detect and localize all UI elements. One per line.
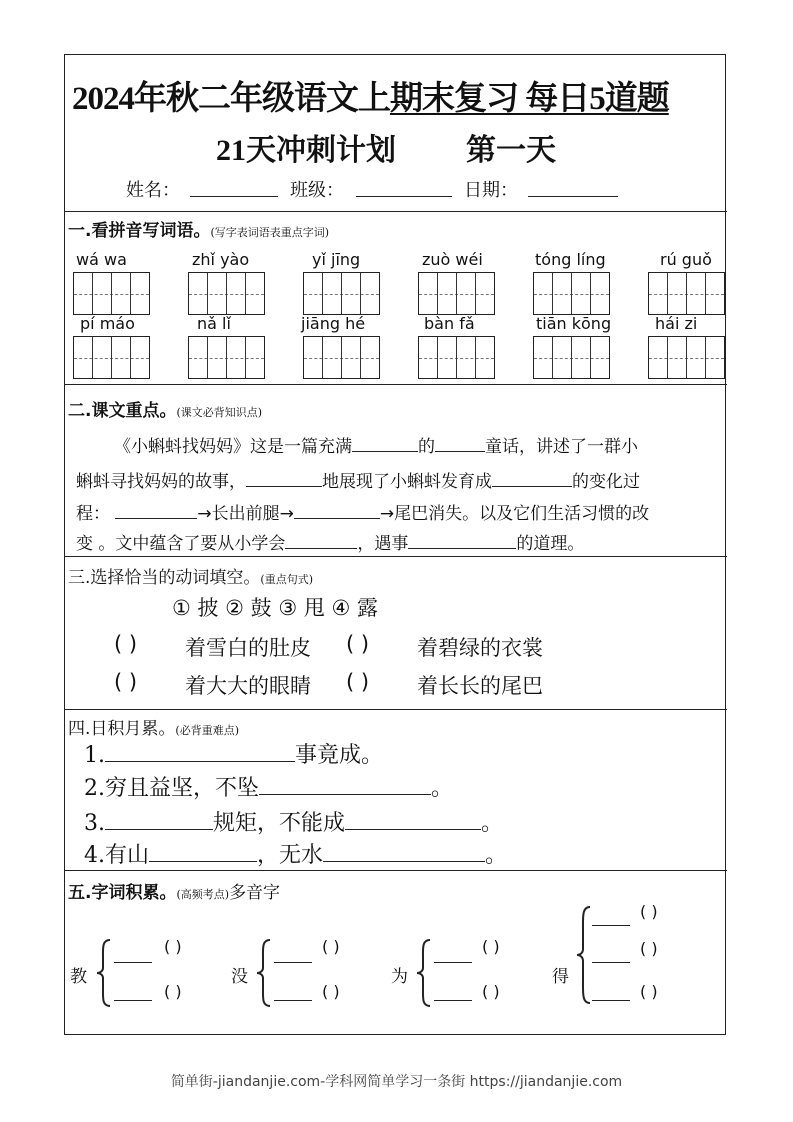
pinyin-paren[interactable]: ( ) — [164, 937, 182, 956]
section5-heading: 五.字词积累。(高频考点)多音字 — [68, 883, 281, 903]
pinyin-label: tóng líng — [535, 250, 606, 269]
class-field[interactable] — [356, 180, 452, 197]
pinyin-paren[interactable]: ( ) — [640, 902, 658, 921]
section1-heading: 一.看拼音写词语。(写字表词语表重点字词) — [68, 221, 330, 241]
answer-blank[interactable] — [592, 962, 630, 963]
writing-grid[interactable] — [303, 272, 380, 315]
polyphone-char: 教 — [70, 967, 87, 987]
fill-blank[interactable] — [285, 534, 357, 549]
answer-blank[interactable] — [114, 962, 152, 963]
brace-icon — [414, 938, 434, 1008]
writing-grid[interactable] — [303, 336, 380, 379]
proverb-line: 2.穷且益坚，不坠 。 — [84, 776, 454, 801]
fill-blank[interactable] — [323, 843, 485, 862]
pinyin-paren[interactable]: ( ) — [640, 982, 658, 1001]
verb-blank-paren[interactable]: ( ) — [346, 632, 370, 656]
fill-blank[interactable] — [345, 811, 481, 830]
proverb-line: 1. 事竟成。 — [84, 743, 384, 768]
pinyin-paren[interactable]: ( ) — [482, 937, 500, 956]
answer-blank[interactable] — [274, 1000, 312, 1001]
name-field[interactable] — [190, 180, 278, 197]
writing-grid[interactable] — [648, 336, 725, 379]
proverb-line: 4.有山 ，无水 。 — [84, 843, 508, 868]
section-divider — [64, 556, 727, 557]
pinyin-label: nǎ lǐ — [197, 314, 231, 333]
verb-blank-paren[interactable]: ( ) — [114, 670, 138, 694]
polyphone-char: 为 — [391, 967, 408, 987]
answer-blank[interactable] — [114, 1000, 152, 1001]
polyphone-char: 得 — [552, 967, 569, 987]
worksheet-subtitle: 21天冲刺计划 第一天 — [216, 134, 556, 167]
section-divider — [64, 384, 727, 385]
writing-grid[interactable] — [188, 336, 265, 379]
pinyin-label: zhǐ yào — [192, 250, 250, 269]
section3-heading: 三.选择恰当的动词填空。(重点句式) — [68, 568, 313, 588]
verb-options: ① 披 ② 鼓 ③ 甩 ④ 露 — [172, 596, 379, 620]
pinyin-label: wá wa — [76, 250, 127, 269]
paragraph-line: 程： →长出前腿→ →尾巴消失。以及它们生活习惯的改 — [76, 504, 650, 524]
pinyin-label: tiān kōng — [536, 314, 612, 333]
verb-phrase: 着长长的尾巴 — [417, 674, 543, 698]
answer-blank[interactable] — [592, 925, 630, 926]
pinyin-label: yǐ jīng — [312, 250, 361, 269]
answer-blank[interactable] — [274, 962, 312, 963]
answer-blank[interactable] — [592, 1000, 630, 1001]
brace-icon — [574, 905, 594, 1005]
paragraph-line: 变 。文中蕴含了要从小学会 ，遇事 的道理。 — [76, 534, 585, 554]
fill-blank[interactable] — [259, 776, 431, 795]
writing-grid[interactable] — [418, 336, 495, 379]
proverb-line: 3. 规矩，不能成 。 — [84, 811, 504, 836]
footer-watermark: 简单街-jiandanjie.com-学科网简单学习一条街 https://jiandanjie.com — [170, 1074, 623, 1090]
section-divider — [64, 211, 727, 212]
verb-phrase: 着雪白的肚皮 — [185, 636, 311, 660]
paragraph-line: 蝌蚪寻找妈妈的故事， 地展现了小蝌蚪发育成 的变化过 — [76, 472, 640, 492]
date-field[interactable] — [528, 180, 618, 197]
writing-grid[interactable] — [418, 272, 495, 315]
section2-heading: 二.课文重点。(课文必背知识点) — [68, 401, 263, 421]
section-divider — [64, 870, 727, 871]
pinyin-label: pí máo — [80, 314, 135, 333]
writing-grid[interactable] — [73, 272, 150, 315]
writing-grid[interactable] — [533, 272, 610, 315]
verb-blank-paren[interactable]: ( ) — [346, 670, 370, 694]
verb-blank-paren[interactable]: ( ) — [114, 632, 138, 656]
answer-blank[interactable] — [434, 962, 472, 963]
pinyin-paren[interactable]: ( ) — [164, 982, 182, 1001]
writing-grid[interactable] — [648, 272, 725, 315]
fill-blank[interactable] — [115, 504, 197, 519]
pinyin-label: hái zi — [655, 314, 698, 333]
pinyin-paren[interactable]: ( ) — [482, 982, 500, 1001]
writing-grid[interactable] — [73, 336, 150, 379]
verb-phrase: 着大大的眼睛 — [185, 674, 311, 698]
fill-blank[interactable] — [105, 811, 213, 830]
writing-grid[interactable] — [533, 336, 610, 379]
fill-blank[interactable] — [105, 743, 295, 762]
pinyin-label: jiāng hé — [301, 314, 366, 333]
section-divider — [64, 709, 727, 710]
name-label: 姓名： — [126, 180, 180, 201]
fill-blank[interactable] — [492, 472, 572, 487]
pinyin-paren[interactable]: ( ) — [640, 939, 658, 958]
answer-blank[interactable] — [434, 1000, 472, 1001]
paragraph-line: 《小蝌蚪找妈妈》这是一篇充满 的 童话，讲述了一群小 — [114, 437, 638, 457]
fill-blank[interactable] — [408, 534, 516, 549]
section4-heading: 四.日积月累。(必背重难点) — [68, 719, 239, 739]
fill-blank[interactable] — [149, 843, 257, 862]
pinyin-label: rú guǒ — [660, 250, 712, 269]
fill-blank[interactable] — [352, 437, 418, 452]
pinyin-label: zuò wéi — [422, 250, 483, 269]
polyphone-char: 没 — [231, 967, 248, 987]
fill-blank[interactable] — [294, 504, 380, 519]
fill-blank[interactable] — [435, 437, 485, 452]
brace-icon — [254, 938, 274, 1008]
fill-blank[interactable] — [246, 472, 322, 487]
pinyin-label: bàn fǎ — [424, 314, 475, 333]
brace-icon — [94, 938, 114, 1008]
day-label: 第一天 — [466, 134, 556, 167]
verb-phrase: 着碧绿的衣裳 — [417, 636, 543, 660]
worksheet-title: 2024年秋二年级语文上期末复习 每日5道题 — [72, 81, 669, 117]
date-label: 日期： — [464, 180, 518, 201]
writing-grid[interactable] — [188, 272, 265, 315]
class-label: 班级： — [290, 180, 344, 201]
pinyin-paren[interactable]: ( ) — [322, 982, 340, 1001]
pinyin-paren[interactable]: ( ) — [322, 937, 340, 956]
